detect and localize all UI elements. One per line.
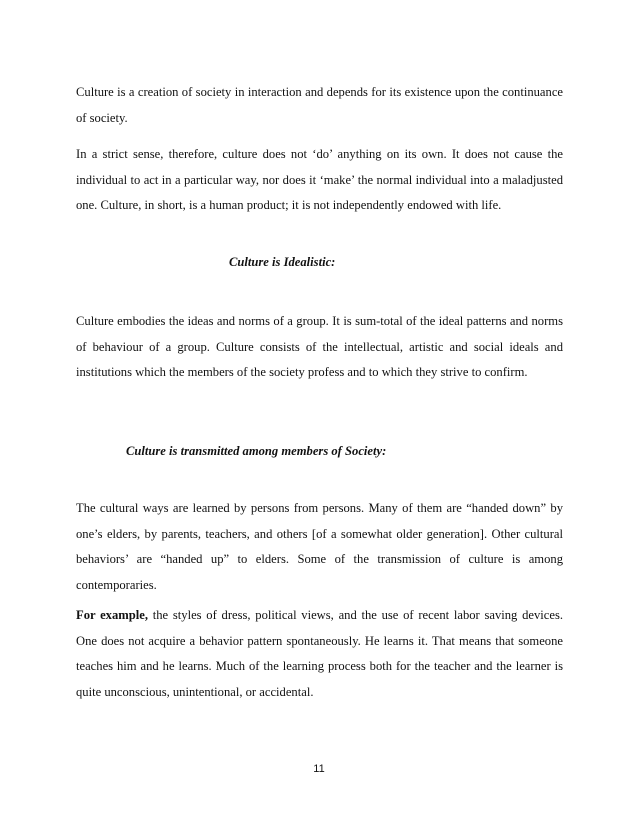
- page-number: 11: [313, 763, 325, 775]
- example-lead: For example,: [76, 608, 149, 622]
- paragraph-culture-creation: Culture is a creation of society in interaction and depends for its existence upon the continuance of society.: [76, 85, 563, 125]
- paragraph-for-example: [76, 603, 563, 705]
- paragraph-strict-sense: In a strict sense, therefore, culture does not ‘do’ anything on its own. It does not cause the individual to act in a particular way, nor does it ‘make’ the normal individual into a maladjusted one. Culture, in short, is a human product; it is not independently endowed with life.: [76, 147, 563, 212]
- example-text: the styles of dress, political views, and the use of recent labor saving devices. One does not acquire a behavior pattern spontaneously. He learns it. That means that someone teaches him and he learns. Much of the learning process both for the teacher and the learner is quite unconscious, unintentional, or accidental.: [76, 608, 563, 699]
- heading-culture-idealistic: Culture is Idealistic:: [229, 255, 336, 269]
- heading-culture-transmitted: Culture is transmitted among members of Society:: [126, 444, 387, 458]
- paragraph-idealistic: Culture embodies the ideas and norms of a group. It is sum-total of the ideal patterns and norms of behaviour of a group. Culture consists of the intellectual, artistic and social ideals and institutions which the members of the society profess and to which they strive to confirm.: [76, 314, 563, 379]
- paragraph-transmitted: The cultural ways are learned by persons from persons. Many of them are “handed down” by one’s elders, by parents, teachers, and others [of a somewhat older generation]. Other cultural behaviors’ are “handed up” to elders. Some of the transmission of culture is among contemporaries.: [76, 501, 563, 592]
